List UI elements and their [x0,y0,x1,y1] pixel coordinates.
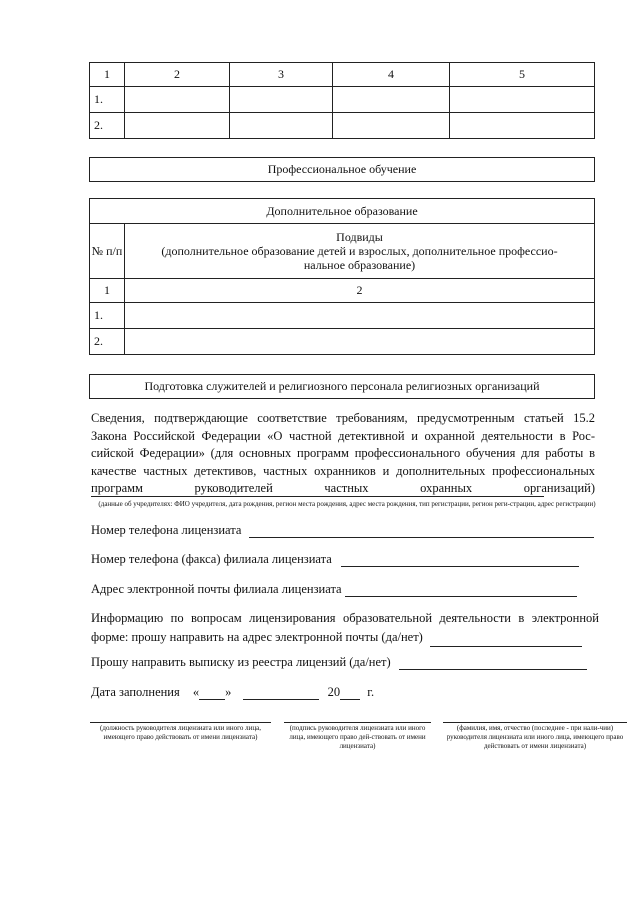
table-1-cell [333,87,450,113]
table-1-row-number: 2. [90,113,125,139]
table-1-header-cell: 4 [333,63,450,87]
table-1-header-cell: 2 [125,63,230,87]
additional-education-col-number [90,224,125,279]
info-paragraph: Сведения, подтверждающие соответствие требованиям, предусмотренным статьей 15.2 Закона Российской Федерации «О частной детективной и охранной деятельности в Рос-сийской Федерации» (для основных программ профессионального обучения для работы в качестве частных детективов, частных охранников и дополнительных профессиональных программ руководителей частных охранных организаций) [91,411,595,495]
signature-line-position[interactable] [90,722,271,723]
additional-education-row-number: 1. [90,303,125,329]
subtypes-title: Подвиды [336,230,383,244]
subtypes-description: (дополнительное образование детей и взрослых, дополнительное профессио-нальное образование) [161,244,558,272]
phone-label: Номер телефона лицензиата [91,523,242,537]
table-1-header-cell: 3 [230,63,333,87]
prof-training-box [89,157,595,182]
electronic-info-row [91,609,599,647]
registry-input-line[interactable] [399,656,587,670]
fill-date-label: Дата заполнения [91,685,180,699]
table-1-cell [230,113,333,139]
branch-email-input-line[interactable] [345,583,577,597]
table-1-header-cell: 1 [90,63,125,87]
table-1-cell [125,87,230,113]
col-number-header: № п/п [91,244,123,258]
signature-caption-name: (фамилия, имя, отчество (последнее - при нали-чии) руководителя лицензиата или иного лица, имеющего право действовать от имени лицензиата) [446,724,624,750]
branch-email-label: Адрес электронной почты филиала лицензиата [91,582,342,596]
branch-email-row [91,582,577,597]
religious-training-title: Подготовка служителей и религиозного персонала религиозных организаций [144,379,540,393]
fill-date-row [91,685,374,700]
founders-line [91,496,544,497]
prof-training-title: Профессиональное обучение [267,162,417,176]
fill-date-month-line[interactable] [243,686,319,700]
phone-input-line[interactable] [249,524,594,538]
additional-education-table [89,198,595,355]
branch-phone-input-line[interactable] [341,553,579,567]
registry-label: Прошу направить выписку из реестра лицензий (да/нет) [91,655,391,669]
additional-education-col-subtypes [125,224,595,279]
table-1-cell [333,113,450,139]
signature-line-sign[interactable] [284,722,431,723]
fill-date-suffix: г. [367,685,375,699]
founders-note: (данные об учредителях: ФИО учредителя, дата рождения, регион места рождения, адрес места рождения, тип регистрации, регион реги-страции, адрес регистрации) [98,500,596,508]
table-1-header-cell: 5 [450,63,595,87]
religious-training-box [89,374,595,399]
branch-phone-label: Номер телефона (факса) филиала лицензиата [91,552,332,566]
fill-date-year-line[interactable] [340,686,360,700]
table-1-cell [125,113,230,139]
additional-education-cell [125,303,595,329]
branch-phone-row [91,552,579,567]
electronic-info-input-line[interactable] [430,633,582,647]
electronic-info-label: Информацию по вопросам лицензирования образовательной деятельности в электронной форме: прошу направить на адрес электронной почты (да/нет) [91,611,599,644]
table-1-row-number: 1. [90,87,125,113]
additional-education-cell [125,329,595,355]
registry-row [91,655,587,670]
fill-date-year-prefix: 20 [327,685,341,699]
signature-caption-position: (должность руководителя лицензиата или иного лица, имеющего право действовать от имени лицензиата) [100,724,261,741]
fill-date-close-quote: » [225,685,232,699]
table-1-cell [450,87,595,113]
fill-date-open-quote: « [192,685,200,699]
additional-education-num-cell: 1 [90,279,125,303]
table-1-cell [230,87,333,113]
additional-education-row-number: 2. [90,329,125,355]
fill-date-day-line[interactable] [199,686,225,700]
table-1-cell [450,113,595,139]
phone-row [91,523,594,538]
table-1 [89,62,595,139]
additional-education-num-cell: 2 [125,279,595,303]
additional-education-title: Дополнительное образование [90,199,595,224]
signature-line-name[interactable] [443,722,627,723]
signature-caption-sign: (подпись руководителя лицензиата или иного лица, имеющего право дей-ствовать от имени лицензиата) [289,724,426,750]
